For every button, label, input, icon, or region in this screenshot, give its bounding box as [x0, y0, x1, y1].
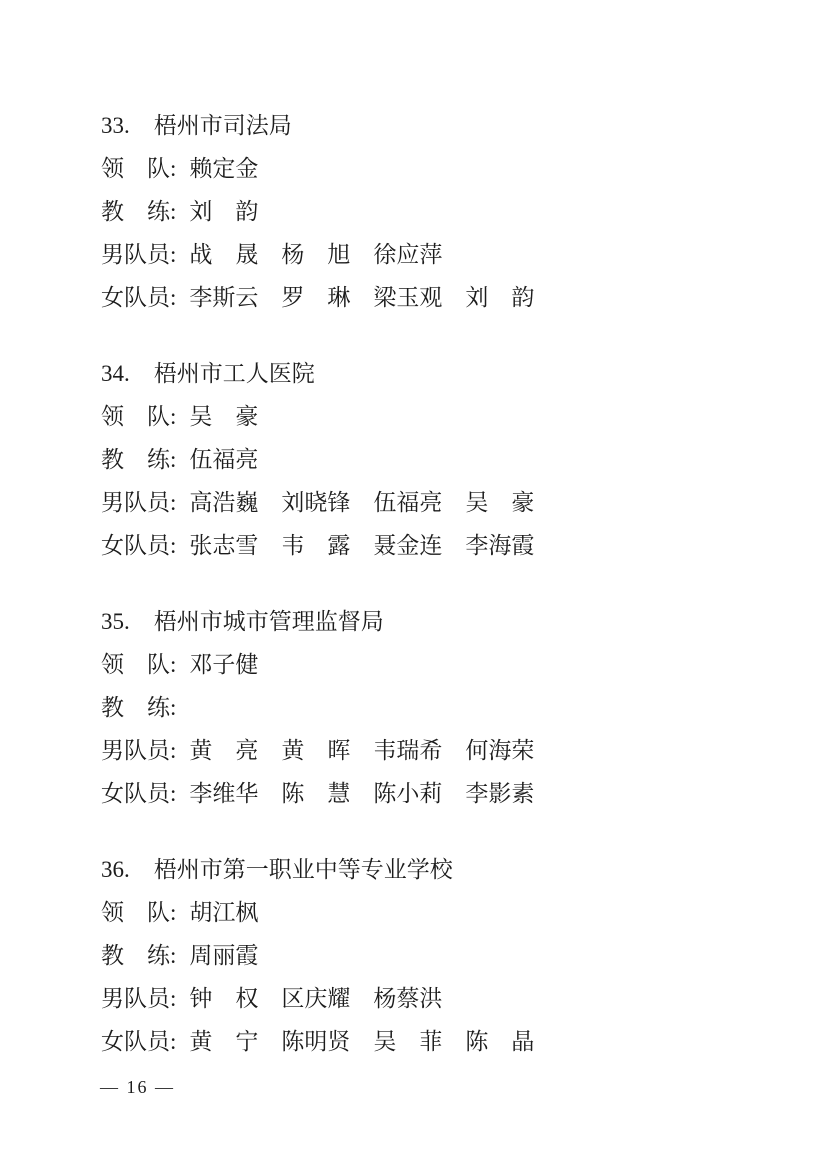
team-section-33: [101, 104, 741, 319]
male-players-value: 战 晟 杨 旭 徐应萍: [189, 242, 443, 267]
coach-row: [101, 686, 741, 729]
female-players-value: 李斯云 罗 琳 梁玉观 刘 韵: [189, 285, 535, 310]
team-title: [101, 848, 741, 891]
coach-label: 教 练:: [101, 695, 177, 720]
team-name: 梧州市工人医院: [153, 361, 315, 386]
leader-label: 领 队:: [101, 404, 177, 429]
female-players-value: 黄 宁 陈明贤 吴 菲 陈 晶: [189, 1029, 535, 1054]
coach-row: [101, 190, 741, 233]
male-players-label: 男队员:: [101, 738, 177, 763]
team-title: [101, 352, 741, 395]
team-number: 33.: [101, 113, 130, 138]
female-players-row: [101, 772, 741, 815]
female-players-label: 女队员:: [101, 781, 177, 806]
female-players-value: 张志雪 韦 露 聂金连 李海霞: [189, 533, 535, 558]
coach-row: [101, 438, 741, 481]
female-players-label: 女队员:: [101, 1029, 177, 1054]
male-players-row: [101, 481, 741, 524]
female-players-row: [101, 524, 741, 567]
coach-row: [101, 934, 741, 977]
coach-value: 伍福亮: [189, 447, 259, 472]
coach-label: 教 练:: [101, 199, 177, 224]
team-section-36: [101, 848, 741, 1063]
female-players-value: 李维华 陈 慧 陈小莉 李影素: [189, 781, 535, 806]
team-number: 34.: [101, 361, 130, 386]
team-title: [101, 104, 741, 147]
female-players-label: 女队员:: [101, 533, 177, 558]
document-content: [101, 104, 741, 1096]
team-section-35: [101, 600, 741, 815]
male-players-row: [101, 233, 741, 276]
leader-value: 吴 豪: [189, 404, 259, 429]
male-players-label: 男队员:: [101, 986, 177, 1011]
team-number: 36.: [101, 857, 130, 882]
male-players-label: 男队员:: [101, 242, 177, 267]
leader-value: 邓子健: [189, 652, 259, 677]
coach-label: 教 练:: [101, 943, 177, 968]
coach-value: 周丽霞: [189, 943, 259, 968]
female-players-row: [101, 1020, 741, 1063]
leader-value: 赖定金: [189, 156, 259, 181]
male-players-row: [101, 729, 741, 772]
male-players-value: 黄 亮 黄 晖 韦瑞希 何海荣: [189, 738, 535, 763]
female-players-row: [101, 276, 741, 319]
leader-row: [101, 891, 741, 934]
male-players-label: 男队员:: [101, 490, 177, 515]
team-section-34: [101, 352, 741, 567]
female-players-label: 女队员:: [101, 285, 177, 310]
team-name: 梧州市司法局: [153, 113, 292, 138]
coach-label: 教 练:: [101, 447, 177, 472]
team-name: 梧州市城市管理监督局: [153, 609, 384, 634]
team-title: [101, 600, 741, 643]
leader-label: 领 队:: [101, 156, 177, 181]
leader-label: 领 队:: [101, 652, 177, 677]
team-number: 35.: [101, 609, 130, 634]
leader-row: [101, 147, 741, 190]
coach-value: 刘 韵: [189, 199, 259, 224]
team-name: 梧州市第一职业中等专业学校: [153, 857, 453, 882]
male-players-row: [101, 977, 741, 1020]
leader-row: [101, 643, 741, 686]
leader-label: 领 队:: [101, 900, 177, 925]
male-players-value: 钟 权 区庆耀 杨蔡洪: [189, 986, 443, 1011]
leader-row: [101, 395, 741, 438]
male-players-value: 高浩巍 刘晓锋 伍福亮 吴 豪: [189, 490, 535, 515]
page-number: — 16 —: [100, 1077, 175, 1097]
leader-value: 胡江枫: [189, 900, 259, 925]
